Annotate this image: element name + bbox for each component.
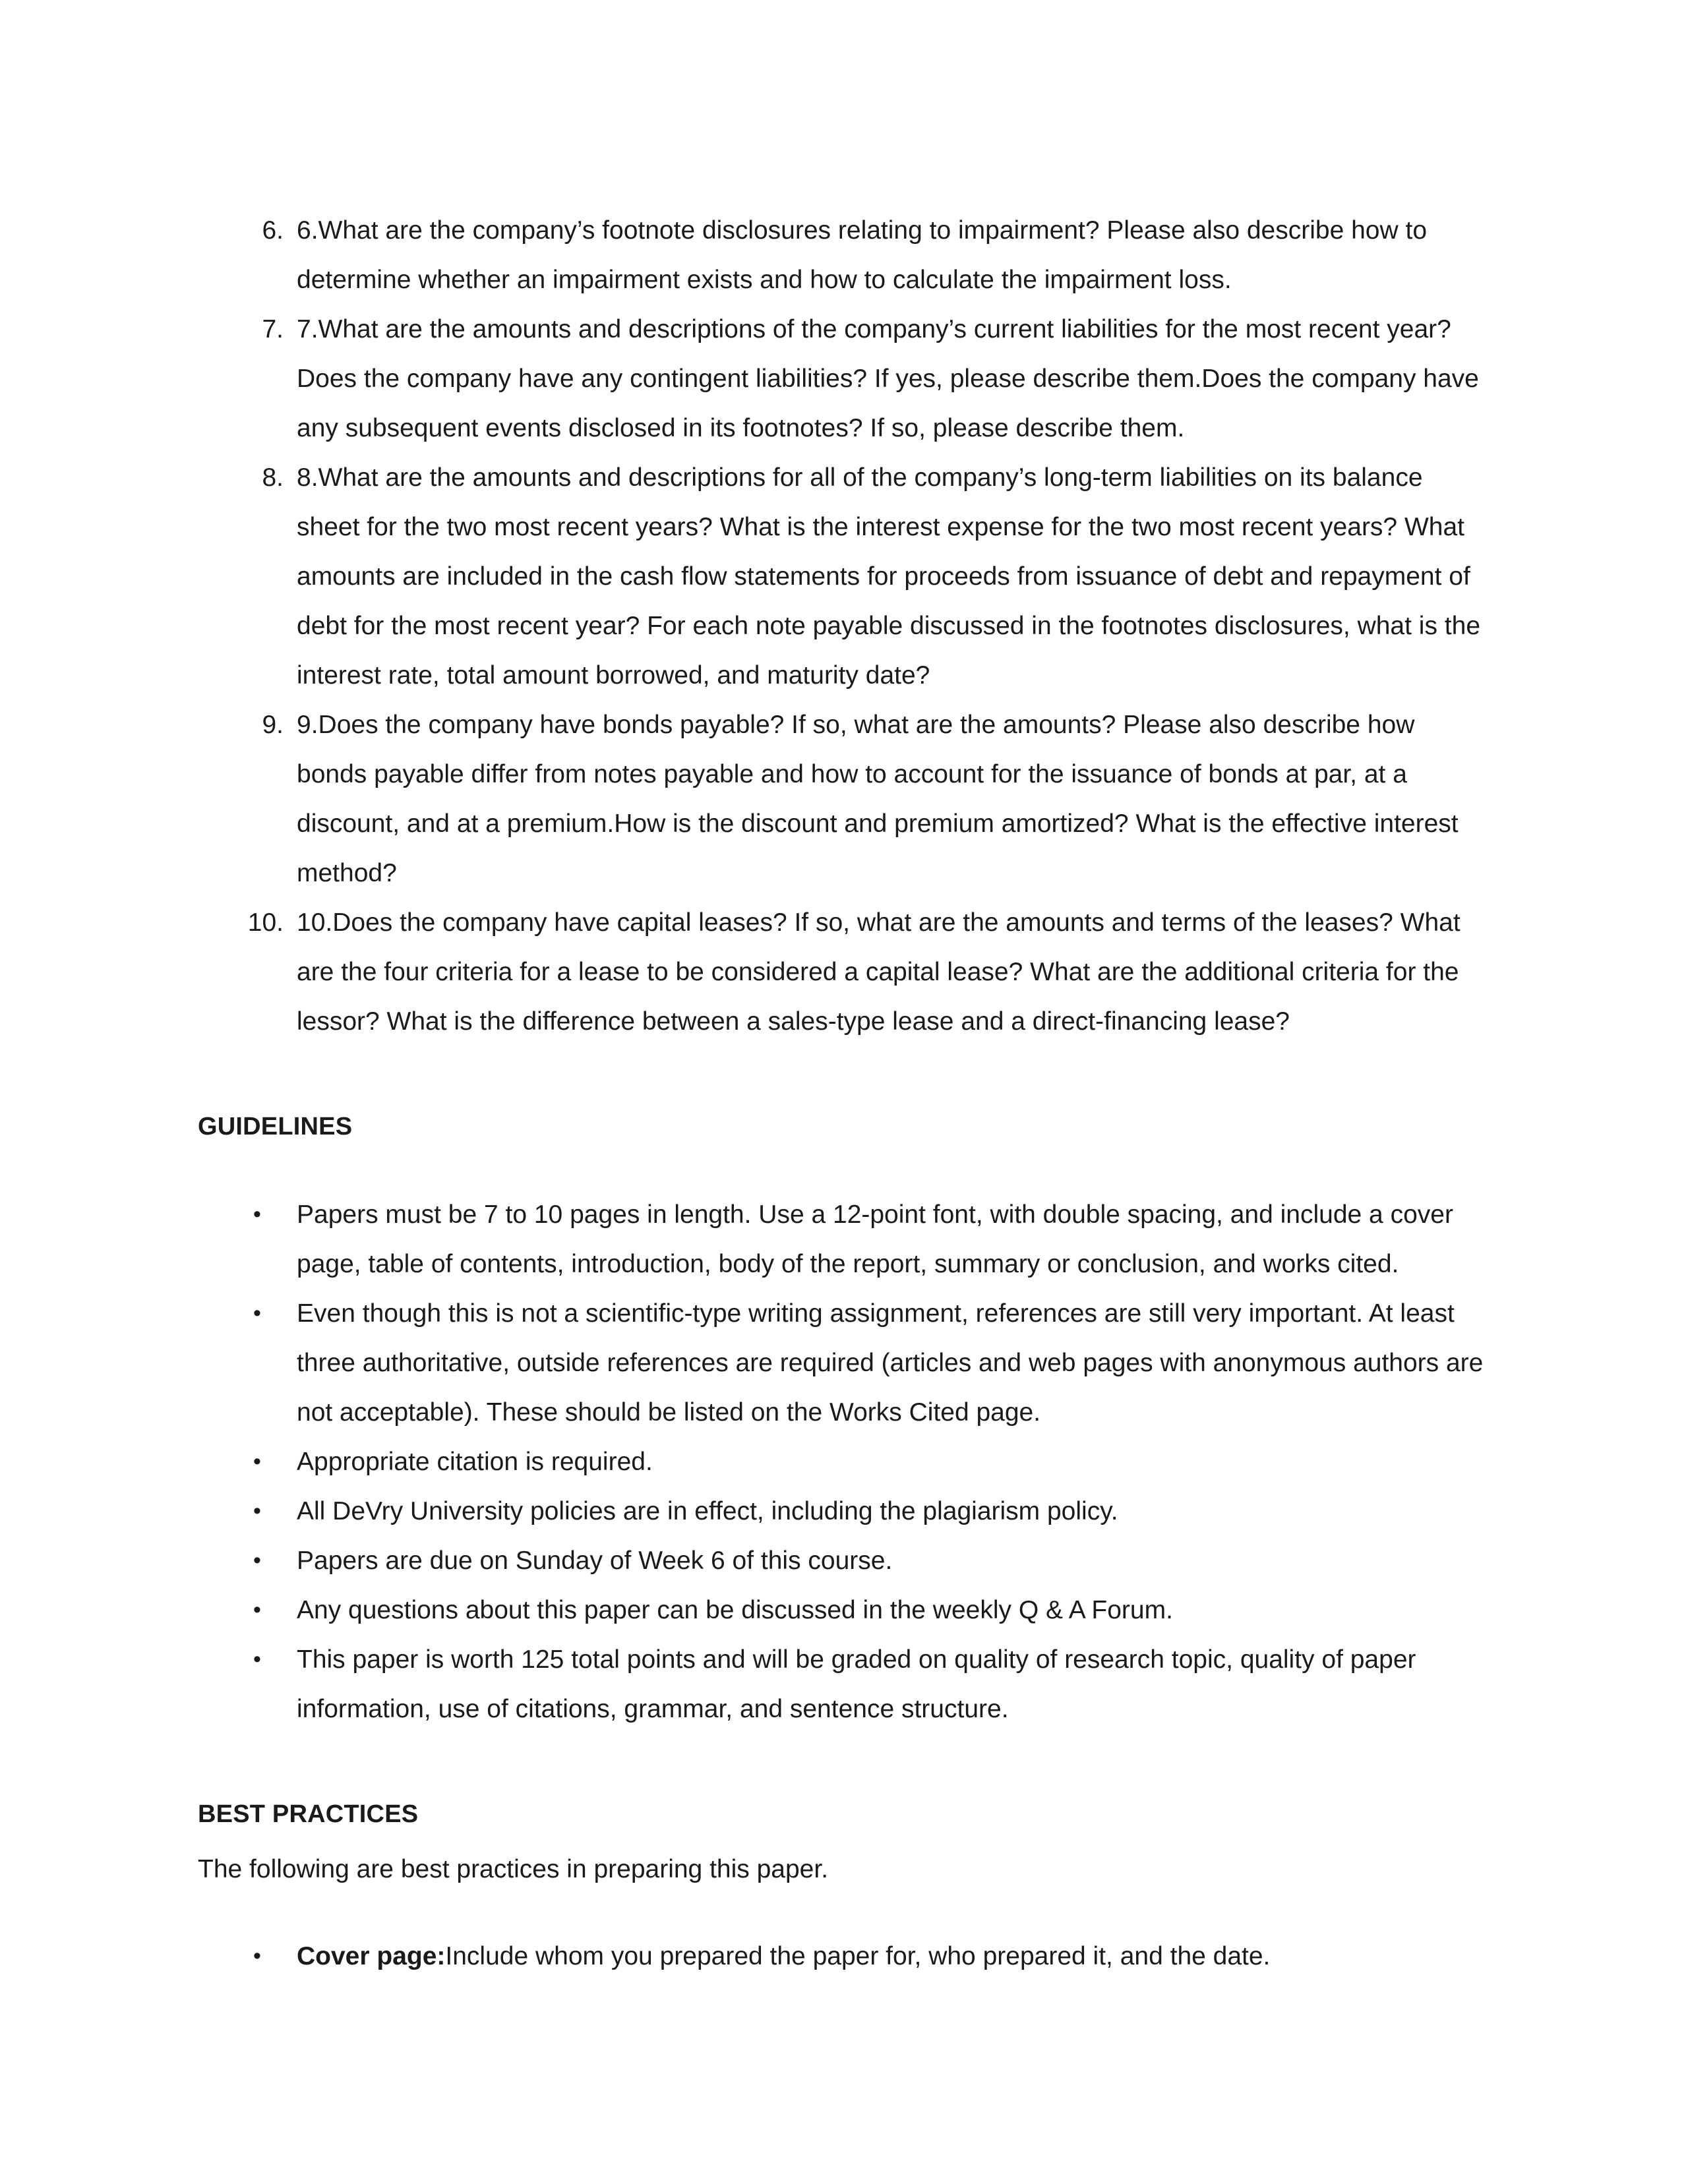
list-item: [0, 1190, 1688, 1289]
bullet-icon: •: [253, 1647, 261, 1672]
bullet-icon: •: [253, 1498, 261, 1523]
list-item: [0, 1437, 1688, 1487]
list-item-text: 6.What are the company’s footnote disclosures relating to impairment? Please also describe how to determine whether an impairment exists and how to calculate the impairment loss.: [297, 216, 1428, 294]
list-item-text: Even though this is not a scientific-type writing assignment, references are still very important. At least three authoritative, outside references are required (articles and web pages with anonymous authors are not acceptable). These should be listed on the Works Cited page.: [297, 1299, 1484, 1427]
bullet-icon: •: [253, 1301, 261, 1326]
numbered-question-list: [0, 206, 1688, 1046]
bullet-icon: •: [253, 1597, 261, 1622]
list-item: [0, 305, 1688, 453]
guidelines-list: [0, 1190, 1688, 1734]
list-item: [0, 1536, 1688, 1585]
list-item: [0, 1635, 1688, 1734]
bullet-icon: •: [253, 1943, 261, 1968]
list-item-text: 10.Does the company have capital leases? If so, what are the amounts and terms of the leases? What are the four criteria for a lease to be considered a capital lease? What are the additional criteria for the lessor? What is the difference between a sales-type lease and a direct-financing lease?: [297, 908, 1461, 1036]
list-item: [0, 700, 1688, 898]
best-practices-intro: The following are best practices in preparing this paper.: [198, 1855, 829, 1883]
guidelines-heading: GUIDELINES: [198, 1113, 353, 1140]
best-practices-heading: BEST PRACTICES: [198, 1800, 419, 1828]
bullet-icon: •: [253, 1548, 261, 1573]
list-item: [0, 1487, 1688, 1536]
list-item-text: Any questions about this paper can be discussed in the weekly Q & A Forum.: [297, 1596, 1173, 1624]
list-item-text: Include whom you prepared the paper for, who prepared it, and the date.: [445, 1942, 1271, 1970]
list-item: [0, 206, 1688, 305]
list-item: [0, 1932, 1688, 1981]
list-number: 10.: [247, 908, 284, 937]
list-item-text: Papers must be 7 to 10 pages in length. Use a 12-point font, with double spacing, and include a cover page, table of contents, introduction, body of the report, summary or conclusion, and works cited.: [297, 1200, 1453, 1278]
list-number: 6.: [262, 216, 284, 245]
list-item-text: 8.What are the amounts and descriptions for all of the company’s long-term liabilities on its balance sheet for the two most recent years? What is the interest expense for the two most recent years? What amounts are included in the cash flow statements for proceeds from issuance of debt and repayment of debt for the most recent year? For each note payable discussed in the footnotes disclosures, what is the interest rate, total amount borrowed, and maturity date?: [297, 463, 1481, 690]
list-item-text: Papers are due on Sunday of Week 6 of this course.: [297, 1547, 893, 1575]
list-number: 7.: [262, 315, 284, 343]
best-practices-list: [0, 1932, 1688, 1981]
list-item: [0, 898, 1688, 1046]
list-item-text: Appropriate citation is required.: [297, 1448, 653, 1476]
list-number: 8.: [262, 463, 284, 492]
list-item: [0, 1289, 1688, 1437]
list-item-text: 7.What are the amounts and descriptions of the company’s current liabilities for the most recent year? Does the company have any contingent liabilities? If yes, please describe them.Does the company have any subsequent events disclosed in its footnotes? If so, please describe them.: [297, 315, 1479, 442]
list-item-text: This paper is worth 125 total points and will be graded on quality of research topic, quality of paper information, use of citations, grammar, and sentence structure.: [297, 1645, 1416, 1723]
bullet-icon: •: [253, 1449, 261, 1474]
list-item: [0, 1585, 1688, 1635]
bullet-icon: •: [253, 1202, 261, 1227]
list-number: 9.: [262, 711, 284, 739]
list-item-text: All DeVry University policies are in effect, including the plagiarism policy.: [297, 1497, 1118, 1525]
list-item-text: 9.Does the company have bonds payable? If so, what are the amounts? Please also describe how bonds payable differ from notes payable and how to account for the issuance of bonds at par, at a discount, and at a premium.How is the discount and premium amortized? What is the effective interest method?: [297, 711, 1459, 887]
list-item: [0, 453, 1688, 700]
list-item-lead: Cover page:: [297, 1942, 446, 1970]
